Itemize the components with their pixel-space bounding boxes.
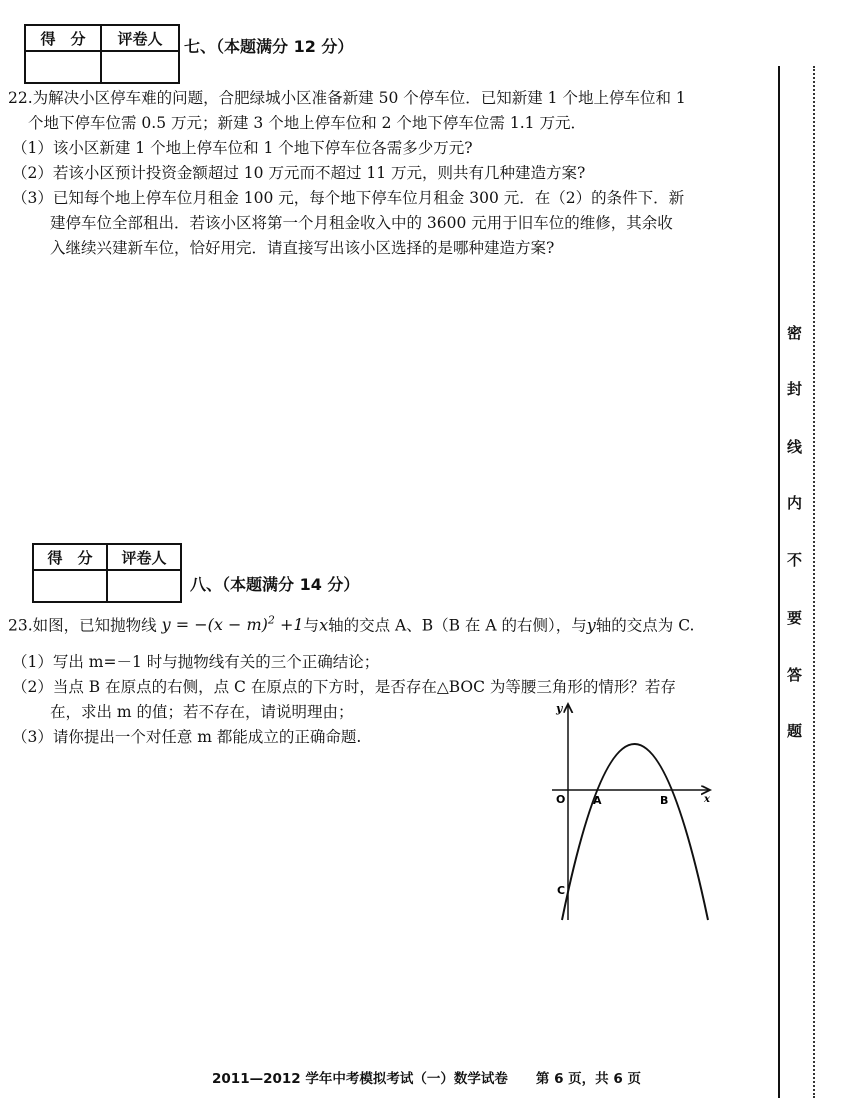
score-label: 得 分 [25, 25, 101, 51]
seal-text: 要 [787, 609, 803, 627]
q22-item3-line2: 建停车位全部租出．若该小区将第一个月租金收入中的 3600 元用于旧车位的维修，其余收 [50, 214, 673, 232]
formula-exponent: 2 [267, 614, 275, 627]
q22-item3-line1: （3）已知每个地上停车位月租金 100 元，每个地下停车位月租金 300 元．在（2）的条件下．新 [12, 189, 685, 207]
exam-title: 2011—2012 学年中考模拟考试（一）数学试卷 [212, 1071, 508, 1087]
label-y: y [556, 702, 563, 715]
score-label: 得 分 [33, 544, 107, 570]
seal-text: 封 [787, 380, 803, 398]
q23-item2-line2: 在，求出 m 的值；若不存在，请说明理由； [50, 703, 354, 721]
q22-item3-line3: 入继续兴建新车位，恰好用完．请直接写出该小区选择的是哪种建造方案? [50, 239, 555, 257]
score-table-section7 [24, 24, 180, 84]
seal-text: 内 [787, 494, 803, 512]
q23-item1: （1）写出 m=－1 时与抛物线有关的三个正确结论； [12, 653, 380, 671]
seal-text: 线 [787, 438, 803, 456]
q23-intro-prefix: 23.如图，已知抛物线 [8, 616, 157, 635]
q22-stem-line1: 22.为解决小区停车难的问题，合肥绿城小区准备新建 50 个停车位．已知新建 1 个地上停车位和 1 [8, 89, 686, 107]
score-table-section8 [32, 543, 182, 603]
q23-item3: （3）请你提出一个对任意 m 都能成立的正确命题. [12, 728, 362, 746]
parabola-figure [548, 698, 720, 924]
section-title-7: 七、（本题满分 12 分） [184, 37, 354, 56]
grader-label: 评卷人 [107, 544, 181, 570]
y-symbol: y [586, 615, 596, 635]
q23-intro-mid2: 轴的交点 A、B（B 在 A 的右侧），与 [328, 616, 587, 635]
formula-lhs: y = −(x − m) [161, 615, 268, 635]
q22-item1: （1）该小区新建 1 个地上停车位和 1 个地下停车位各需多少万元? [12, 139, 473, 157]
dotted-cut-line [813, 66, 815, 1098]
seal-text: 密 [787, 324, 803, 342]
grader-cell[interactable] [107, 570, 181, 602]
score-cell[interactable] [25, 51, 101, 83]
x-symbol: x [319, 615, 329, 635]
parabola-curve [562, 744, 708, 920]
page-footer [0, 1067, 853, 1087]
q23-intro-mid: 与 [303, 616, 320, 635]
seal-text: 题 [787, 722, 803, 740]
grader-cell[interactable] [101, 51, 179, 83]
q23-intro-end: 轴的交点为 C. [595, 616, 695, 635]
section-title-8: 八、（本题满分 14 分） [190, 575, 360, 594]
label-c: C [557, 884, 566, 897]
label-b: B [660, 794, 669, 807]
seal-text: 不 [787, 551, 803, 569]
q23-intro [8, 611, 694, 635]
label-x: x [704, 794, 710, 805]
label-a: A [593, 794, 602, 807]
binding-line [778, 66, 780, 1098]
formula-rhs: +1 [274, 615, 304, 635]
q23-item2-line1: （2）当点 B 在原点的右侧，点 C 在原点的下方时，是否存在△BOC 为等腰三角形的情形？若存 [12, 678, 676, 696]
grader-label: 评卷人 [101, 25, 179, 51]
q22-stem-line2: 个地下停车位需 0.5 万元；新建 3 个地上停车位和 2 个地下停车位需 1.1 万元． [28, 114, 586, 132]
parabola-formula [162, 615, 304, 634]
score-cell[interactable] [33, 570, 107, 602]
label-o: O [556, 793, 566, 806]
page-number: 第 6 页，共 6 页 [535, 1071, 641, 1087]
seal-text: 答 [787, 666, 803, 684]
q22-item2: （2）若该小区预计投资金额超过 10 万元而不超过 11 万元，则共有几种建造方案? [12, 164, 586, 182]
